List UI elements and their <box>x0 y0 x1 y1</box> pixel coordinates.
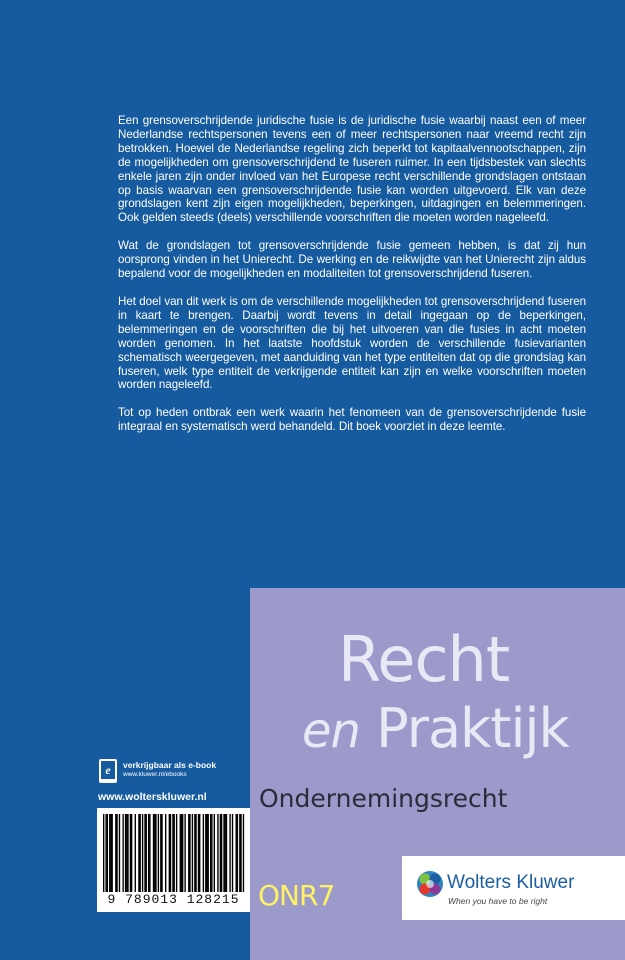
barcode-bar <box>172 814 173 892</box>
barcode-bar <box>105 814 106 892</box>
barcode-bar <box>107 814 108 892</box>
publisher-tagline: When you have to be right <box>448 896 548 906</box>
barcode-bar <box>110 814 111 892</box>
barcode-bar <box>237 814 238 892</box>
barcode-bar <box>239 814 240 892</box>
barcode-bar <box>225 814 226 892</box>
barcode-bar <box>198 814 199 892</box>
barcode-bar <box>165 814 166 892</box>
barcode-bar <box>119 814 120 892</box>
publisher-logo-box <box>402 856 625 920</box>
barcode-bar <box>135 814 136 892</box>
barcode-bar <box>232 814 233 892</box>
barcode-bar <box>122 814 123 892</box>
barcode-bar <box>149 814 150 892</box>
barcode-bar <box>220 814 221 892</box>
barcode-bar <box>142 814 143 892</box>
back-cover-blurb <box>118 114 586 448</box>
series-title-praktijk: Praktijk <box>376 697 569 760</box>
barcode-bar <box>205 814 206 892</box>
barcode-bar <box>195 814 196 892</box>
barcode-bar <box>180 814 181 892</box>
barcode-bar <box>131 814 132 892</box>
barcode-bar <box>210 814 211 892</box>
barcode-bar <box>112 814 113 892</box>
barcode-bar <box>208 814 209 892</box>
barcode-bar <box>115 814 116 892</box>
barcode-bar <box>226 814 227 892</box>
barcode-bar <box>155 814 156 892</box>
barcode-bar <box>211 814 212 892</box>
barcode-bar <box>139 814 140 892</box>
barcode-bar <box>144 814 145 892</box>
barcode-bar <box>243 814 244 892</box>
publisher-website: www.wolterskluwer.nl <box>98 791 207 803</box>
barcode-bar <box>235 814 236 892</box>
barcode-bar <box>223 814 224 892</box>
blurb-paragraph-1: Een grensoverschrijdende juridische fusie is de juridische fusie waarbij naast een of meer Nederlandse rechtspersonen tevens een of meer rechtspersonen naar vreemd recht zijn betrokken. Hoewel de Nederlandse regeling zich beperkt tot kapitaalvennootschappen, zijn de mogelijkheden om grensoverschrijdend te fuseren ruimer. In een tijdsbestek van slechts enkele jaren zijn onder invloed van het Europese recht verschillende grondslagen ontstaan op basis waarvan een grensoverschrijdende fusie kan worden uitgevoerd. Elk van deze grondslagen kent zijn eigen mogelijkheden, beperkingen, uitdagingen en belemmeringen. Ook gelden steeds (deels) verschillende voorschriften die moeten worden nageleefd. <box>118 114 586 225</box>
barcode-bar <box>229 814 230 892</box>
series-title-line1: Recht <box>338 623 510 696</box>
barcode-bar <box>116 814 117 892</box>
ebook-notice <box>98 758 248 786</box>
barcode-bar <box>125 814 126 892</box>
blurb-paragraph-2: Wat de grondslagen tot grensoverschrijdende fusie gemeen hebben, is dat zij hun oorsprong vinden in het Unierecht. De werking en de reikwijdte van het Unierecht zijn aldus bepalend voor de mogelijkheden en modaliteiten tot grensoverschrijdend fuseren. <box>118 239 586 281</box>
ebook-url: www.kluwer.nl/ebooks <box>123 771 187 778</box>
barcode-bar <box>169 814 170 892</box>
barcode-bar <box>199 814 200 892</box>
isbn-digits: 9 789013 128215 <box>107 892 240 907</box>
barcode-bar <box>206 814 207 892</box>
series-subject: Ondernemingsrecht <box>259 784 508 813</box>
series-title-line2 <box>302 697 569 763</box>
svg-text:e: e <box>105 763 111 777</box>
publisher-name: Wolters Kluwer <box>447 872 575 893</box>
barcode-bar <box>192 814 193 892</box>
series-title-en: en <box>302 703 360 759</box>
barcode-bar <box>181 814 182 892</box>
barcode-bar <box>240 814 241 892</box>
barcode-bar <box>184 814 185 892</box>
barcode-bar <box>109 814 110 892</box>
barcode-bar <box>221 814 222 892</box>
barcode-bar <box>170 814 171 892</box>
barcode-bar <box>203 814 204 892</box>
ebook-label: verkrijgbaar als e-book <box>123 760 217 770</box>
barcode-bar <box>189 814 190 892</box>
barcode-bar <box>146 814 147 892</box>
barcode-bar <box>148 814 149 892</box>
barcode-bar <box>103 814 104 892</box>
barcode-bar <box>138 814 139 892</box>
barcode-bar <box>160 814 161 892</box>
barcode-bar <box>194 814 195 892</box>
ebook-icon <box>98 758 118 784</box>
barcode-bar <box>161 814 162 892</box>
barcode-bar <box>158 814 159 892</box>
barcode-bar <box>127 814 128 892</box>
barcode-bar <box>153 814 154 892</box>
barcode-bar <box>182 814 183 892</box>
barcode-bar <box>174 814 175 892</box>
barcode-bar <box>188 814 189 892</box>
blurb-paragraph-3: Het doel van dit werk is om de verschillende mogelijkheden tot grensoverschrijdend fuseren in kaart te brengen. Daarbij wordt tevens in detail ingegaan op de beperkingen, belemmeringen en de voorschriften die bij het uitvoeren van die fusies in acht moeten worden genomen. In het laatste hoofdstuk worden de verschillende fusievarianten schematisch weergegeven, met aanduiding van het type entiteiten dat op die grondslag kan fuseren, welk type entiteit de verkrijgende entiteit kan zijn en welke voorschriften moeten worden nageleefd. <box>118 294 586 392</box>
barcode-bar <box>214 814 215 892</box>
barcode-bar <box>176 814 177 892</box>
barcode-bar <box>130 814 131 892</box>
barcode-bar <box>154 814 155 892</box>
series-code: ONR7 <box>258 879 335 912</box>
blurb-paragraph-4: Tot op heden ontbrak een werk waarin het fenomeen van de grensoverschrijdende fusie integraal en systematisch werd behandeld. Dit boek voorziet in deze leemte. <box>118 406 586 434</box>
barcode-bar <box>126 814 127 892</box>
wolters-kluwer-logo-icon <box>416 870 444 898</box>
barcode-bar <box>217 814 218 892</box>
